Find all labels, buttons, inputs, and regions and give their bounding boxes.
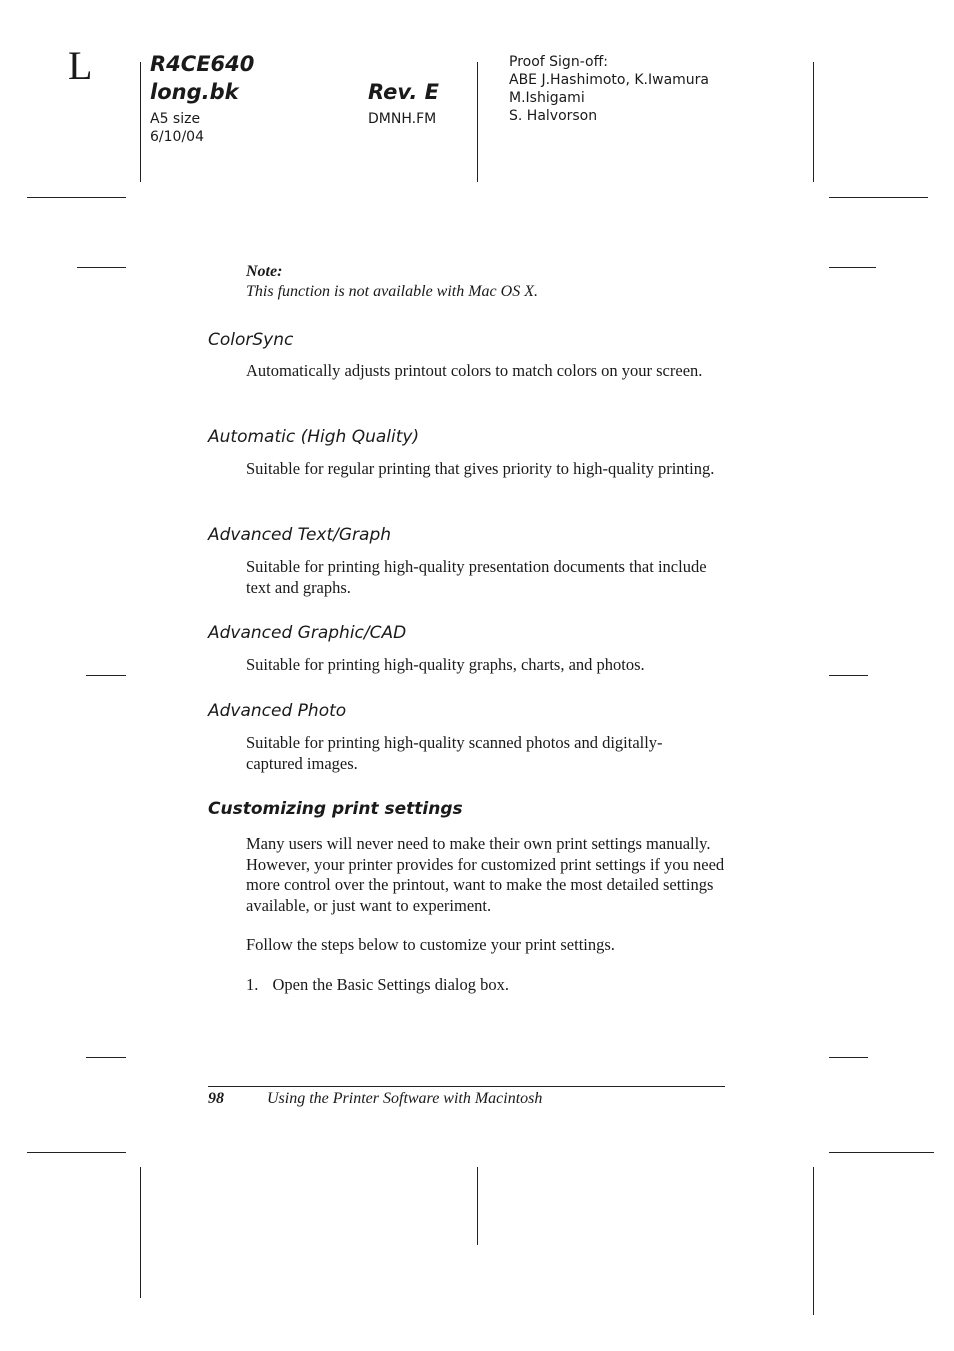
section-heading: Advanced Photo bbox=[208, 701, 347, 721]
revision: Rev. E bbox=[368, 80, 439, 104]
crop-mark bbox=[829, 197, 928, 198]
corner-letter: L bbox=[68, 43, 93, 88]
footer-rule bbox=[208, 1086, 725, 1087]
crop-mark bbox=[77, 267, 126, 268]
subsection-heading: Customizing print settings bbox=[208, 799, 463, 819]
crop-mark bbox=[140, 1167, 141, 1298]
note-text: This function is not available with Mac OS X. bbox=[246, 283, 538, 300]
crop-mark bbox=[829, 1152, 934, 1153]
crop-mark bbox=[813, 1167, 814, 1315]
crop-mark bbox=[140, 62, 141, 182]
revision-block bbox=[368, 78, 439, 128]
product-line-1: R4CE640 bbox=[150, 52, 255, 76]
crop-mark bbox=[86, 1057, 126, 1058]
section-text: Automatically adjusts printout colors to match colors on your screen. bbox=[246, 361, 703, 380]
crop-mark bbox=[477, 62, 478, 182]
step-list-item bbox=[246, 975, 726, 996]
section-heading: ColorSync bbox=[208, 330, 294, 350]
file-name: DMNH.FM bbox=[368, 111, 437, 127]
crop-mark bbox=[829, 675, 868, 676]
crop-mark bbox=[477, 1167, 478, 1245]
paper-size: A5 size bbox=[150, 111, 201, 127]
step-number: 1. bbox=[246, 975, 259, 994]
crop-mark bbox=[813, 62, 814, 182]
print-date: 6/10/04 bbox=[150, 129, 204, 145]
section-heading: Advanced Text/Graph bbox=[208, 525, 392, 545]
note-label: Note: bbox=[246, 263, 283, 280]
step-text: Open the Basic Settings dialog box. bbox=[272, 975, 509, 994]
product-code bbox=[150, 50, 254, 146]
crop-mark bbox=[86, 675, 126, 676]
section-heading: Automatic (High Quality) bbox=[208, 427, 420, 447]
crop-mark bbox=[829, 267, 876, 268]
proof-names-3: S. Halvorson bbox=[509, 108, 598, 124]
page-number: 98 bbox=[208, 1090, 224, 1107]
proof-signoff bbox=[509, 53, 709, 125]
proof-label: Proof Sign-off: bbox=[509, 54, 608, 70]
section-text: Suitable for regular printing that gives priority to high-quality printing. bbox=[246, 459, 715, 478]
crop-mark bbox=[27, 197, 126, 198]
section-text: Suitable for printing high-quality scanned photos and digitally-captured images. bbox=[246, 733, 663, 773]
running-title: Using the Printer Software with Macintosh bbox=[267, 1090, 543, 1107]
crop-mark bbox=[27, 1152, 126, 1153]
product-line-2: long.bk bbox=[150, 80, 239, 104]
proof-names-1: ABE J.Hashimoto, K.Iwamura bbox=[509, 72, 710, 88]
section-text: Suitable for printing high-quality graphs, charts, and photos. bbox=[246, 655, 645, 674]
customizing-paragraph: Many users will never need to make their own print settings manually. However, your printer provides for customized print settings if you need more control over the printout, want to make the most detailed settings available, or just want to experiment. bbox=[246, 834, 725, 915]
crop-mark bbox=[829, 1057, 868, 1058]
proof-names-2: M.Ishigami bbox=[509, 90, 585, 106]
customizing-paragraph: Follow the steps below to customize your print settings. bbox=[246, 935, 615, 954]
section-heading: Advanced Graphic/CAD bbox=[208, 623, 407, 643]
section-text: Suitable for printing high-quality presentation documents that include text and graphs. bbox=[246, 557, 707, 597]
